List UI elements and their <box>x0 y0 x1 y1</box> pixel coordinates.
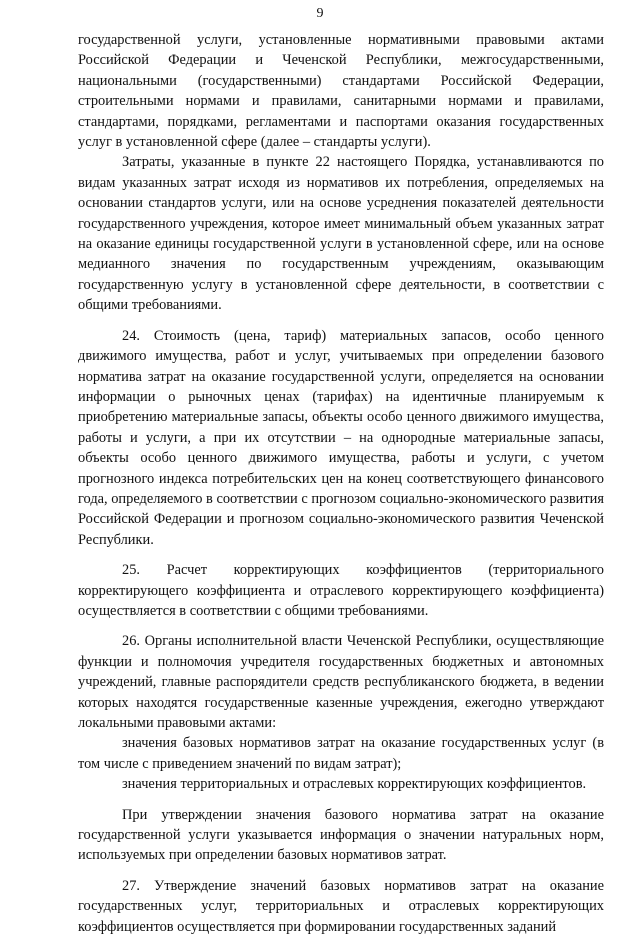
paragraph: значения базовых нормативов затрат на оказание государственных услуг (в том числе с приведением значений по видам затрат); <box>78 735 604 772</box>
paragraph: 24. Стоимость (цена, тариф) материальных запасов, особо ценного движимого имущества, работ и услуг, учитываемых при определении базового норматива затрат на оказание государственной услуги, определяется на основании информации о рыночных ценах (тарифах) на идентичные планируемым к приобретению материальные запасы, объекты особо ценного движимого имущества, работы и услуги, а при их отсутствии – на однородные материальные запасы, объекты особо ценного движимого имущества, работы и услуги, с учетом прогнозного индекса потребительских цен на конец соответствующего финансового года, определяемого в соответствии с прогнозом социально-экономического развития Российской Федерации и прогнозом социально-экономического развития Чеченской Республики. <box>78 327 604 548</box>
page-number: 9 <box>316 6 324 21</box>
paragraph: 25. Расчет корректирующих коэффициентов (территориального корректирующего коэффициента и отраслевого корректирующего коэффициента) осуществляется в соответствии с общими требованиями. <box>78 562 604 619</box>
paragraph: Затраты, указанные в пункте 22 настоящего Порядка, устанавливаются по видам указанных затрат исходя из нормативов их потребления, определяемых на основании стандартов услуги, или на основе усреднения показателей деятельности государственного учреждения, которое имеет минимальный объем указанных затрат на оказание единицы государственной услуги в установленной сфере, или на основе медианного значения по государственным учреждениям, оказывающим государственную услугу в установленной сфере деятельности, в соответствии с общими требованиями. <box>78 154 604 314</box>
paragraph: 27. Утверждение значений базовых нормативов затрат на оказание государственных услуг, территориальных и отраслевых корректирующих коэффициентов осуществляется при формировании государственных заданий <box>78 877 604 935</box>
paragraph: При утверждении значения базового норматива затрат на оказание государственной услуги указывается информация о значении натуральных норм, используемых при определении базовых нормативов затрат. <box>78 806 604 864</box>
document-body <box>78 30 604 937</box>
paragraph: 26. Органы исполнительной власти Чеченской Республики, осуществляющие функции и полномочия учредителя государственных бюджетных и автономных учреждений, главные распорядители средств республиканского бюджета, в ведении которых находятся государственные казенные учреждения, ежегодно утверждают локальными правовыми актами: <box>78 633 604 731</box>
paragraph: значения территориальных и отраслевых корректирующих коэффициентов. <box>122 776 587 793</box>
paragraph: государственной услуги, установленные нормативными правовыми актами Российской Федерации и Чеченской Республики, межгосударственными, национальными (государственными) стандартами Российской Федерации, строительными нормами и правилами, санитарными нормами и правилами, стандартами, порядками, регламентами и паспортами оказания государственных услуг в установленной сфере (далее – стандарты услуги). <box>78 32 604 151</box>
